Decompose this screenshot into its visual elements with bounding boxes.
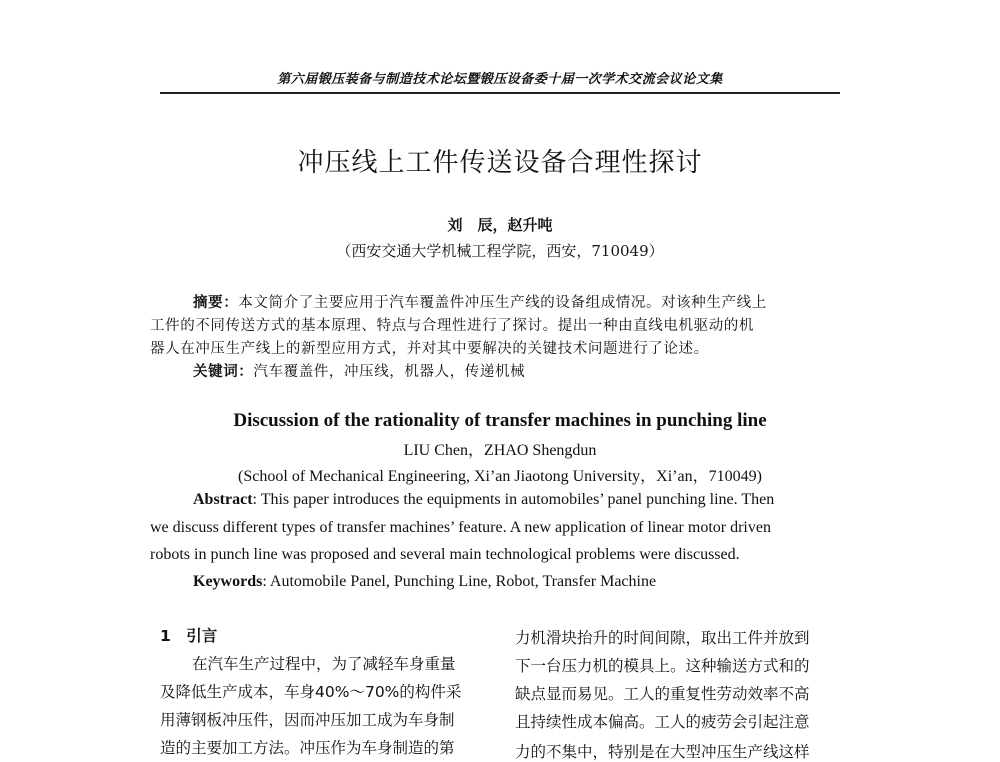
abstract-cn-line-2: 工件的不同传送方式的基本原理、特点与合理性进行了探讨。提出一种由直线电机驱动的机 <box>150 318 754 334</box>
abstract-cn-label: 摘要： <box>193 295 239 311</box>
abstract-en-text: : This paper introduces the equipments in automobiles’ panel punching line. Then <box>252 491 775 508</box>
title-cn: 冲压线上工件传送设备合理性探讨 <box>297 148 703 178</box>
left-col-line-1: 在汽车生产过程中，为了减轻车身重量 <box>192 655 456 673</box>
right-col-line-5: 力的不集中，特别是在大型冲压生产线这样 <box>515 743 810 761</box>
keywords-cn <box>193 360 525 381</box>
right-col-line-3: 缺点显而易见。工人的重复性劳动效率不高 <box>515 685 810 703</box>
affiliation-en: (School of Mechanical Engineering, Xi’an Jiaotong University，Xi’an，710049) <box>238 468 762 485</box>
keywords-en-text: : Automobile Panel, Punching Line, Robot, Transfer Machine <box>262 573 657 590</box>
header-rule <box>160 92 840 94</box>
abstract-cn-text: 本文简介了主要应用于汽车覆盖件冲压生产线的设备组成情况。对该种生产线上 <box>238 295 767 311</box>
section-1-heading: 1 引言 <box>160 627 218 645</box>
abstract-en-line-1 <box>193 491 774 509</box>
right-col-line-2: 下一台压力机的模具上。这种输送方式和的 <box>515 657 810 675</box>
right-col-line-1: 力机滑块抬升的时间间隙，取出工件并放到 <box>515 629 810 647</box>
running-header: 第六届锻压装备与制造技术论坛暨锻压设备委十届一次学术交流会议论文集 <box>277 72 723 87</box>
abstract-en-label: Abstract <box>193 491 253 508</box>
authors-en: LIU Chen，ZHAO Shengdun <box>403 442 597 459</box>
keywords-en-label: Keywords <box>193 573 263 590</box>
left-col-line-4: 造的主要加工方法。冲压作为车身制造的第 <box>160 739 455 757</box>
left-col-line-2: 及降低生产成本，车身40%～70%的构件采 <box>160 683 462 701</box>
abstract-en-line-3: robots in punch line was proposed and several main technological problems were discussed. <box>150 546 740 563</box>
abstract-en-line-2: we discuss different types of transfer machines’ feature. A new application of linear motor driven <box>150 519 771 536</box>
keywords-cn-label: 关键词： <box>193 364 254 380</box>
authors-cn: 刘 辰，赵升吨 <box>447 216 553 234</box>
affiliation-cn: （西安交通大学机械工程学院，西安，710049） <box>336 242 664 260</box>
abstract-cn-line-1 <box>193 291 767 312</box>
title-en: Discussion of the rationality of transfer machines in punching line <box>233 410 767 431</box>
abstract-cn-line-3: 器人在冲压生产线上的新型应用方式，并对其中要解决的关键技术问题进行了论述。 <box>150 341 709 357</box>
right-col-line-4: 且持续性成本偏高。工人的疲劳会引起注意 <box>515 713 810 731</box>
keywords-cn-text: 汽车覆盖件，冲压线，机器人，传递机械 <box>253 364 526 380</box>
left-col-line-3: 用薄钢板冲压件，因而冲压加工成为车身制 <box>160 711 455 729</box>
keywords-en <box>193 573 656 591</box>
